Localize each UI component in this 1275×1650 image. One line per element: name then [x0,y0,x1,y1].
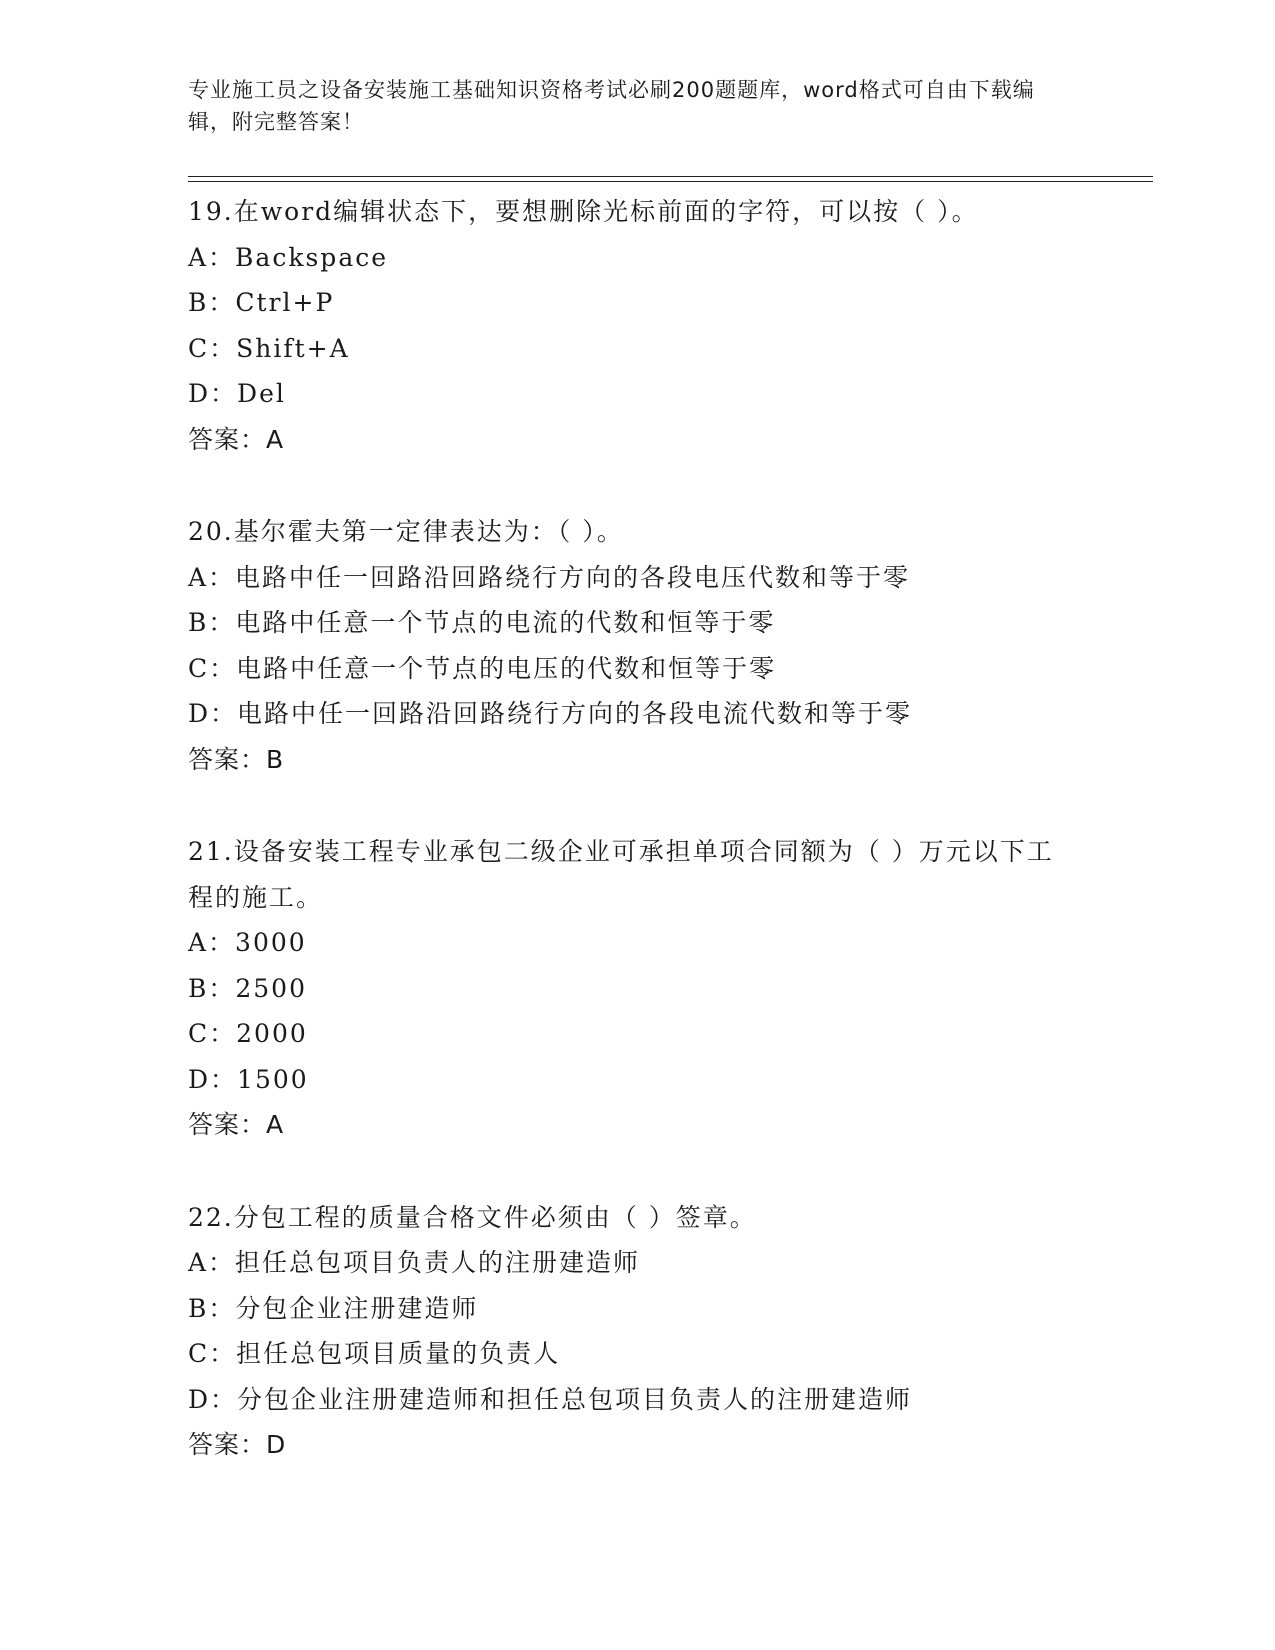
option-a: A：担任总包项目负责人的注册建造师 [188,1248,641,1277]
option-a: A：3000 [188,928,307,957]
question-19 [188,189,1088,462]
question-stem: 20.基尔霍夫第一定律表达为：（ ）。 [188,517,624,546]
question-list [188,189,1088,1515]
question-stem: 21.设备安装工程专业承包二级企业可承担单项合同额为（ ）万元以下工程的施工。 [188,837,1054,912]
option-a: A：电路中任一回路沿回路绕行方向的各段电压代数和等于零 [188,562,911,592]
question-22 [188,1195,1088,1468]
option-c: C：2000 [188,1019,308,1048]
header-divider-bottom [188,181,1153,182]
question-21 [188,829,1088,1148]
option-b: B：分包企业注册建造师 [188,1293,479,1323]
option-c: C：担任总包项目质量的负责人 [188,1339,561,1368]
option-d: D：分包企业注册建造师和担任总包项目负责人的注册建造师 [188,1384,913,1414]
answer: 答案：A [188,1110,285,1139]
document-header: 专业施工员之设备安装施工基础知识资格考试必刷200题题库，word格式可自由下载编辑，附完整答案！ [188,78,1035,134]
option-a: A：Backspace [188,242,389,272]
answer: 答案：A [188,424,285,454]
option-b: B：2500 [188,973,307,1003]
option-c: C：Shift+A [188,333,350,363]
option-d: D：1500 [188,1064,309,1094]
question-stem: 22.分包工程的质量合格文件必须由（ ）签章。 [188,1202,757,1232]
header-divider-top [188,176,1153,177]
option-b: B：电路中任意一个节点的电流的代数和恒等于零 [188,608,776,637]
question-stem: 19.在word编辑状态下，要想删除光标前面的字符，可以按（ ）。 [188,197,979,226]
option-d: D：电路中任一回路沿回路绕行方向的各段电流代数和等于零 [188,699,913,728]
answer: 答案：B [188,744,285,774]
option-b: B：Ctrl+P [188,288,335,317]
option-c: C：电路中任意一个节点的电压的代数和恒等于零 [188,653,777,683]
question-20 [188,509,1088,782]
option-d: D：Del [188,379,286,408]
answer: 答案：D [188,1430,287,1459]
